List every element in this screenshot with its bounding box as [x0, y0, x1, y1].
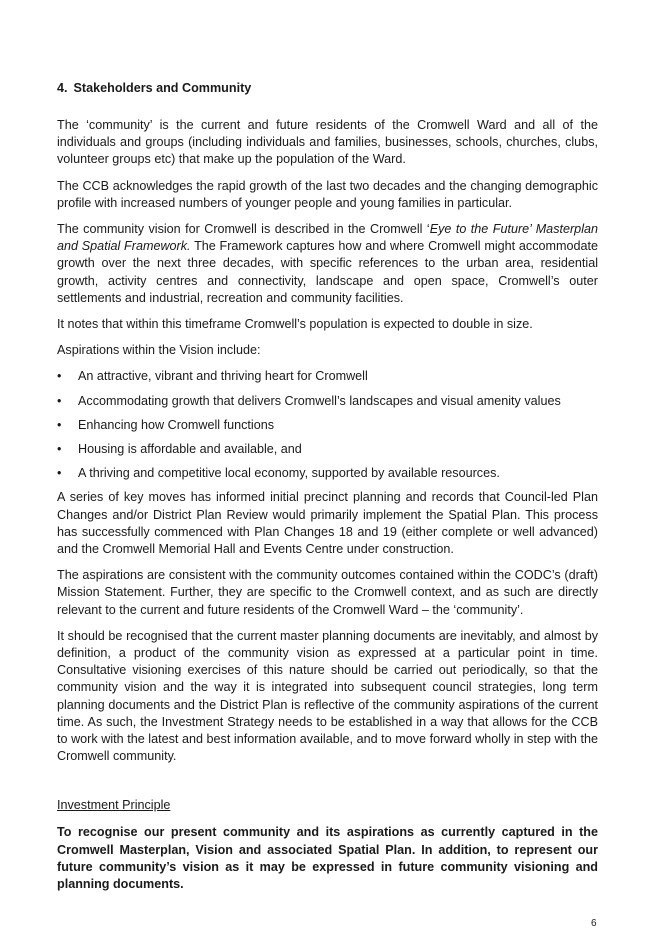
list-item: • Housing is affordable and available, and [57, 441, 598, 457]
aspirations-list [57, 368, 598, 481]
page-number: 6 [591, 918, 597, 929]
masterplan-title: Eye to the Future’ Masterplan and Spatial Framework. [57, 222, 598, 254]
paragraph-aspirations-intro: Aspirations within the Vision include: [57, 343, 261, 358]
paragraph-community-vision [57, 221, 598, 307]
section-number: 4. [57, 81, 68, 95]
paragraph-growth: The CCB acknowledges the rapid growth of the last two decades and the changing demographic profile with increased numbers of younger people and young families in particular. [57, 178, 598, 210]
paragraph-vision-rest: The Framework captures how and where Cromwell might accommodate growth over the next three decades, with specific references to the urban area, residential growth, activity centres and connectivity, landscape and open space, Cromwell’s outer settlements and industrial, recreation and community facilities. [57, 239, 598, 305]
list-item: • Accommodating growth that delivers Cromwell’s landscapes and visual amenity values [57, 393, 598, 409]
section-heading [57, 79, 598, 97]
list-item: • A thriving and competitive local economy, supported by available resources. [57, 465, 598, 481]
document-page [57, 79, 598, 893]
paragraph-master-planning: It should be recognised that the current master planning documents are inevitably, and almost by definition, a product of the community vision as expressed at a particular point in time. Consultative visioning exercises of this nature should be carried out periodically, so that the community vision and the way it is integrated into subsequent council strategies, long term planning documents and the District Plan is reflective of the community aspirations of the current time. As such, the Investment Strategy needs to be established in a way that allows for the CCB to work with the latest and best information available, and to move forward wholly in step with the Cromwell community. [57, 628, 598, 764]
list-item: • Enhancing how Cromwell functions [57, 417, 598, 433]
paragraph-mission-statement: The aspirations are consistent with the community outcomes contained within the CODC’s (draft) Mission Statement. Further, they are specific to the Cromwell context, and as such are directly relevant to the current and future residents of the Cromwell Ward – the ‘community’. [57, 568, 598, 617]
list-item: • An attractive, vibrant and thriving heart for Cromwell [57, 368, 598, 384]
investment-principle-heading: Investment Principle [57, 798, 171, 813]
section-title: Stakeholders and Community [73, 81, 252, 95]
paragraph-vision-lead: The community vision for Cromwell is described in the Cromwell ‘ [57, 222, 430, 237]
paragraph-community-definition: The ‘community’ is the current and future residents of the Cromwell Ward and all of the individuals and groups (including individuals and families, businesses, schools, churches, clubs, volunteer groups etc) that make up the population of the Ward. [57, 118, 598, 167]
investment-principle-text: To recognise our present community and its aspirations as currently captured in the Cromwell Masterplan, Vision and associated Spatial Plan. In addition, to represent our future community’s vision as it may be expressed in future community visioning and planning documents. [57, 825, 598, 892]
paragraph-key-moves: A series of key moves has informed initial precinct planning and records that Council-led Plan Changes and/or District Plan Review would primarily implement the Spatial Plan. This process has successfully commenced with Plan Changes 18 and 19 (either complete or well advanced) and the Cromwell Memorial Hall and Events Centre under construction. [57, 490, 598, 556]
paragraph-population: It notes that within this timeframe Cromwell’s population is expected to double in size. [57, 317, 533, 332]
